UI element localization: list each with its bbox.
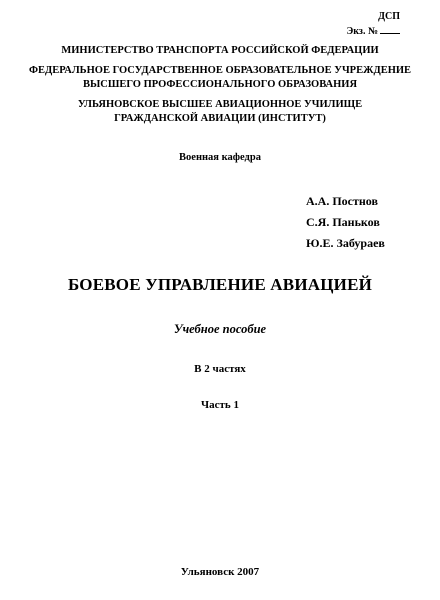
ministry-name: МИНИСТЕРСТВО ТРАНСПОРТА РОССИЙСКОЙ ФЕДЕРАЦИИ (61, 45, 379, 56)
classification-mark: ДСП (378, 11, 400, 22)
institution-name-line1: ФЕДЕРАЛЬНОЕ ГОСУДАРСТВЕННОЕ ОБРАЗОВАТЕЛЬНОЕ УЧРЕЖДЕНИЕ (28, 65, 412, 76)
parts-count: В 2 частях (194, 363, 246, 375)
classification-block (347, 10, 400, 39)
department-name: Военная кафедра (179, 152, 261, 163)
school-name-line1: УЛЬЯНОВСКОЕ ВЫСШЕЕ АВИАЦИОННОЕ УЧИЛИЩЕ (77, 99, 363, 110)
organization-header (0, 44, 440, 126)
institution-name-line2: ВЫСШЕГО ПРОФЕССИОНАЛЬНОГО ОБРАЗОВАНИЯ (82, 79, 358, 90)
imprint-city-year: Ульяновск 2007 (180, 566, 260, 578)
author-name: Ю.Е. Забураев (306, 236, 385, 250)
part-number: Часть 1 (201, 399, 239, 411)
author-name: С.Я. Паньков (306, 215, 380, 229)
school-name-line2: ГРАЖДАНСКОЙ АВИАЦИИ (ИНСТИТУТ) (114, 113, 326, 124)
copy-number (347, 24, 400, 39)
document-subtitle: Учебное пособие (173, 322, 267, 336)
author-name: А.А. Постнов (306, 194, 378, 208)
authors-list (306, 191, 385, 254)
copy-number-label: Экз. № (346, 26, 378, 37)
copy-number-blank (380, 24, 400, 34)
document-title: БОЕВОЕ УПРАВЛЕНИЕ АВИАЦИЕЙ (67, 275, 373, 294)
